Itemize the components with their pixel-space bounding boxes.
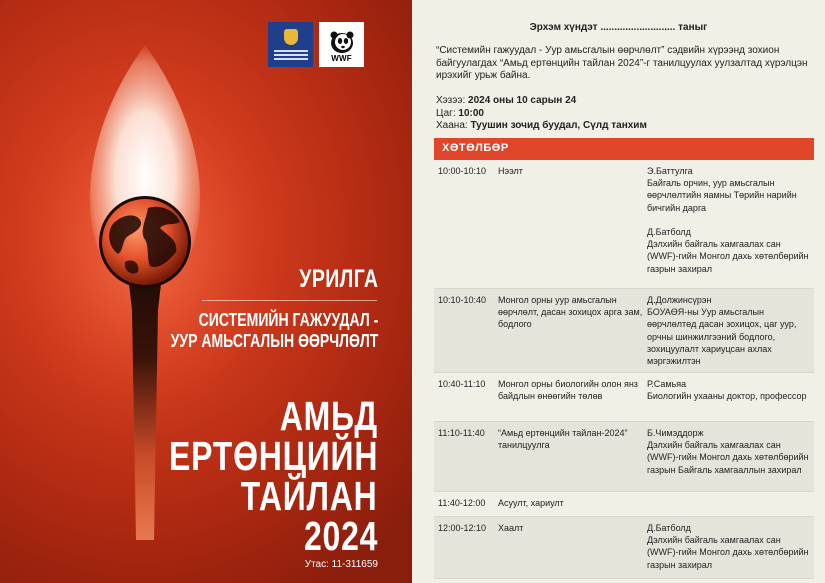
agenda-topic: Асуулт, хариулт bbox=[498, 498, 564, 508]
cover-subtitle-line1: СИСТЕМИЙН ГАЖУУДАЛ - bbox=[198, 310, 378, 330]
agenda-time: 11:10-11:40 bbox=[438, 428, 485, 438]
report-title-line1: АМЬД bbox=[279, 393, 378, 439]
agenda-row bbox=[434, 289, 814, 373]
agenda-topic: Монгол орны биологийн олон янз байдлын өнөөгийн төлөв bbox=[498, 379, 638, 402]
agenda-time: 10:10-10:40 bbox=[438, 295, 487, 305]
date-label: Хэзээ: bbox=[436, 95, 469, 106]
report-year: 2024 bbox=[303, 513, 378, 559]
program-agenda bbox=[434, 160, 814, 579]
agenda-row bbox=[434, 160, 814, 289]
report-title-line2: ЕРТӨНЦИЙН bbox=[168, 433, 378, 479]
phone-number: Утас: 11-311659 bbox=[304, 559, 378, 570]
agenda-speaker: Э.Баттулга Байгаль орчин, уур амьсгалын өөрчлөлтийн яамны Төрийн нарийн бичгийн дарга Д.Батболд Дэлхийн байгаль хамгаалах сан (WWF)-гийн Монгол дахь хөтөлбөрийн газрын захирал bbox=[647, 166, 809, 274]
agenda-speaker: Б.Чимэддорж Дэлхийн байгаль хамгаалах сан (WWF)-гийн Монгол дахь хөтөлбөрийн газрын Байгаль хамгааллын захирал bbox=[647, 428, 809, 475]
invitation-title: УРИЛГА bbox=[298, 265, 378, 293]
invitation-intro: “Системийн гажуудал - Уур амьсгалын өөрчлөлт” сэдвийн хүрээнд зохион байгуулагдах “Амьд ертөнцийн тайлан 2024”-г танилцуулах уулзалтад хүрэлцэн ирэхийг урьж байна. bbox=[436, 45, 808, 81]
agenda-time: 10:40-11:10 bbox=[438, 379, 486, 389]
agenda-row bbox=[434, 373, 814, 422]
agenda-row bbox=[434, 517, 814, 579]
agenda-topic: “Амьд ертөнцийн тайлан-2024” танилцуулга bbox=[498, 428, 628, 451]
event-place bbox=[436, 120, 647, 131]
agenda-row bbox=[434, 492, 814, 517]
place-value: Туушин зочид буудал, Сүлд танхим bbox=[470, 120, 647, 131]
cover-subtitle-line2: УУР АМЬСГАЛЫН ӨӨРЧЛӨЛТ bbox=[170, 331, 378, 351]
agenda-speaker: Д.Батболд Дэлхийн байгаль хамгаалах сан (WWF)-гийн Монгол дахь хөтөлбөрийн газрын захирал bbox=[647, 523, 809, 570]
time-label: Цаг: bbox=[436, 108, 459, 119]
agenda-row bbox=[434, 422, 814, 492]
time-value: 10:00 bbox=[458, 108, 484, 119]
agenda-time: 10:00-10:10 bbox=[438, 166, 487, 176]
report-title-line3: ТАЙЛАН bbox=[241, 473, 378, 519]
greeting-line: Эрхэм хүндэт ........................... таныг bbox=[529, 22, 708, 33]
agenda-speaker: Р.Самьяа Биологийн ухааны доктор, профессор bbox=[647, 379, 807, 402]
agenda-speaker: Д.Должинсүрэн БОУАӨЯ-ны Уур амьсгалын өөрчлөлтөд дасан зохицох, цаг уур, орчны шинжилгээний бодлого, зохицуулалт хариуцсан ахлах мэргэжилтэн bbox=[647, 295, 797, 367]
agenda-topic: Хаалт bbox=[498, 523, 524, 533]
agenda-time: 12:00-12:10 bbox=[438, 523, 487, 533]
place-label: Хаана: bbox=[436, 120, 471, 131]
event-date bbox=[436, 95, 576, 106]
cover-divider bbox=[202, 300, 377, 301]
event-time bbox=[436, 108, 484, 119]
agenda-topic: Монгол орны уур амьсгалын өөрчлөлт, дасан зохицох арга зам, бодлого bbox=[498, 295, 643, 330]
cover-panel bbox=[0, 0, 412, 583]
date-value: 2024 оны 10 сарын 24 bbox=[468, 95, 577, 106]
agenda-topic: Нээлт bbox=[498, 166, 523, 176]
agenda-time: 11:40-12:00 bbox=[438, 498, 486, 508]
program-heading: ХӨТӨЛБӨР bbox=[434, 138, 814, 160]
wwf-wordmark: WWF bbox=[331, 54, 352, 63]
invitation-page bbox=[412, 0, 825, 583]
